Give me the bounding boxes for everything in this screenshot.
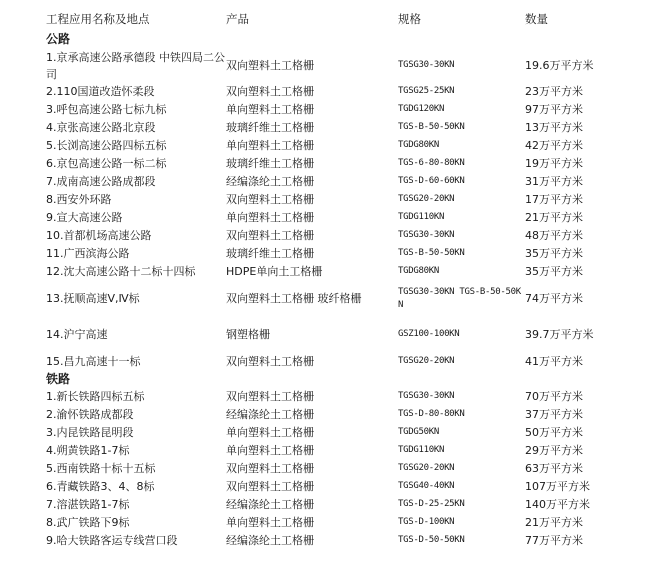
cell-qty: 48万平方米 <box>525 228 583 242</box>
table-row <box>46 49 605 83</box>
table-row <box>46 460 605 478</box>
cell-qty: 29万平方米 <box>525 444 583 458</box>
cell-spec: TGSG20-20KN <box>398 193 455 204</box>
cell-qty: 77万平方米 <box>525 534 583 548</box>
table-row <box>46 532 605 550</box>
cell-name: 3.呼包高速公路七标九标 <box>46 102 167 116</box>
cell-spec: TGS-D-80-80KN <box>398 409 465 420</box>
cell-product: 双向塑料土工格栅 玻纤格栅 <box>226 291 362 305</box>
cell-qty: 31万平方米 <box>525 174 583 188</box>
cell-qty: 74万平方米 <box>525 291 583 305</box>
cell-product: 双向塑料土工格栅 <box>226 480 314 494</box>
table-row <box>46 514 605 532</box>
cell-qty: 21万平方米 <box>525 516 583 530</box>
table-row <box>46 119 605 137</box>
table-row <box>46 496 605 514</box>
projects-table <box>46 9 605 550</box>
table-row <box>46 173 605 191</box>
cell-name: 3.内昆铁路昆明段 <box>46 426 134 440</box>
cell-name: 4.京张高速公路北京段 <box>46 120 156 134</box>
cell-name: 11.广西滨海公路 <box>46 246 130 260</box>
cell-product: 单向塑料土工格栅 <box>226 516 314 530</box>
cell-name: 4.朔黄铁路1-7标 <box>46 444 130 458</box>
cell-product: 玻璃纤维土工格栅 <box>226 246 314 260</box>
table-row <box>46 209 605 227</box>
table-row <box>46 137 605 155</box>
table-row <box>46 353 605 371</box>
cell-qty: 21万平方米 <box>525 210 583 224</box>
cell-product: 双向塑料土工格栅 <box>226 58 314 72</box>
header-spec: 规格 <box>398 12 421 27</box>
header-product: 产品 <box>226 12 249 27</box>
cell-qty: 50万平方米 <box>525 426 583 440</box>
cell-qty: 41万平方米 <box>525 354 583 368</box>
section-road-label: 公路 <box>46 32 71 46</box>
header-row <box>46 9 605 31</box>
table-row <box>46 478 605 496</box>
cell-qty: 35万平方米 <box>525 246 583 260</box>
cell-name: 7.成南高速公路成都段 <box>46 174 156 188</box>
section-rail-row <box>46 371 605 389</box>
table-row <box>46 388 605 406</box>
cell-name: 5.西南铁路十标十五标 <box>46 462 156 476</box>
table-row <box>46 155 605 173</box>
cell-spec: TGSG20-20KN <box>398 355 455 366</box>
cell-product: HDPE单向土工格栅 <box>226 264 323 278</box>
cell-spec: TGS-D-25-25KN <box>398 499 465 510</box>
cell-spec: TGSG30-30KN <box>398 391 455 402</box>
cell-qty: 37万平方米 <box>525 408 583 422</box>
header-name: 工程应用名称及地点 <box>46 12 150 27</box>
cell-product: 单向塑料土工格栅 <box>226 102 314 116</box>
cell-name: 6.京包高速公路一标二标 <box>46 156 167 170</box>
cell-spec: TGSG30-30KN TGS-B-50-50KN <box>398 286 521 310</box>
cell-spec: TGDG80KN <box>398 139 439 150</box>
cell-spec: TGS-D-100KN <box>398 517 455 528</box>
cell-spec: TGDG50KN <box>398 427 439 438</box>
cell-qty: 97万平方米 <box>525 102 583 116</box>
cell-spec: TGS-D-50-50KN <box>398 535 465 546</box>
cell-qty: 19.6万平方米 <box>525 59 594 72</box>
table-row <box>46 406 605 424</box>
section-rail-label: 铁路 <box>46 371 71 386</box>
cell-spec: TGSG30-30KN <box>398 229 455 240</box>
cell-name: 8.武广铁路下9标 <box>46 516 130 530</box>
table-row <box>46 101 605 119</box>
cell-spec: TGS-6-80-80KN <box>398 157 465 168</box>
cell-name: 10.首都机场高速公路 <box>46 228 152 242</box>
cell-name: 9.哈大铁路客运专线营口段 <box>46 534 178 548</box>
cell-product: 经编涤纶土工格栅 <box>226 498 314 512</box>
section-road-row <box>46 31 605 49</box>
cell-qty: 35万平方米 <box>525 264 583 278</box>
cell-spec: TGSG20-20KN <box>398 463 455 474</box>
cell-spec: TGS-D-60-60KN <box>398 175 465 186</box>
cell-qty: 140万平方米 <box>525 498 590 512</box>
cell-qty: 13万平方米 <box>525 120 583 134</box>
cell-spec: TGS-B-50-50KN <box>398 247 465 258</box>
cell-product: 单向塑料土工格栅 <box>226 444 314 458</box>
cell-spec: TGSG25-25KN <box>398 85 455 96</box>
header-qty: 数量 <box>525 12 548 27</box>
cell-name: 14.沪宁高速 <box>46 327 108 341</box>
cell-name: 1.新长铁路四标五标 <box>46 390 145 404</box>
cell-product: 双向塑料土工格栅 <box>226 462 314 476</box>
cell-product: 双向塑料土工格栅 <box>226 228 314 242</box>
cell-name: 15.昌九高速十一标 <box>46 354 141 368</box>
cell-name: 9.宣大高速公路 <box>46 210 123 224</box>
cell-spec: TGDG80KN <box>398 265 439 276</box>
cell-product: 双向塑料土工格栅 <box>226 84 314 98</box>
cell-spec: TGDG110KN <box>398 211 445 222</box>
cell-spec: TGDG110KN <box>398 445 445 456</box>
cell-spec: TGS-B-50-50KN <box>398 121 465 132</box>
cell-product: 钢塑格栅 <box>226 327 270 341</box>
cell-name: 2.110国道改造怀柔段 <box>46 84 155 98</box>
cell-qty: 42万平方米 <box>525 138 583 152</box>
cell-product: 经编涤纶土工格栅 <box>226 534 314 548</box>
table-row <box>46 83 605 101</box>
cell-name: 2.渝怀铁路成都段 <box>46 408 134 422</box>
cell-product: 玻璃纤维土工格栅 <box>226 156 314 170</box>
cell-product: 双向塑料土工格栅 <box>226 192 314 206</box>
cell-qty: 70万平方米 <box>525 390 583 404</box>
cell-qty: 23万平方米 <box>525 84 583 98</box>
cell-product: 经编涤纶土工格栅 <box>226 408 314 422</box>
cell-spec: GSZ100-100KN <box>398 328 460 339</box>
table-row <box>46 317 605 353</box>
cell-spec: TGSG30-30KN <box>398 59 455 70</box>
cell-product: 双向塑料土工格栅 <box>226 390 314 404</box>
table-row <box>46 442 605 460</box>
table-row <box>46 424 605 442</box>
cell-product: 单向塑料土工格栅 <box>226 210 314 224</box>
cell-name: 12.沈大高速公路十二标十四标 <box>46 264 196 278</box>
cell-name: 5.长浏高速公路四标五标 <box>46 138 167 152</box>
cell-product: 双向塑料土工格栅 <box>226 354 314 368</box>
cell-qty: 17万平方米 <box>525 192 583 206</box>
table-row <box>46 263 605 281</box>
cell-product: 玻璃纤维土工格栅 <box>226 120 314 134</box>
cell-qty: 19万平方米 <box>525 156 583 170</box>
table-row <box>46 227 605 245</box>
cell-qty: 107万平方米 <box>525 480 590 494</box>
table-row <box>46 281 605 317</box>
table-row <box>46 245 605 263</box>
cell-spec: TGDG120KN <box>398 103 445 114</box>
cell-name: 7.溶湛铁路1-7标 <box>46 498 130 512</box>
cell-spec: TGSG40-40KN <box>398 481 455 492</box>
cell-name: 13.抚顺高速Ⅴ,Ⅳ标 <box>46 291 140 305</box>
cell-name: 1.京承高速公路承德段 中铁四局二公司 <box>46 50 225 81</box>
cell-name: 6.青藏铁路3、4、8标 <box>46 480 155 494</box>
cell-qty: 39.7万平方米 <box>525 328 594 341</box>
table-row <box>46 191 605 209</box>
cell-product: 经编涤纶土工格栅 <box>226 174 314 188</box>
cell-product: 单向塑料土工格栅 <box>226 426 314 440</box>
cell-name: 8.西安外环路 <box>46 192 112 206</box>
cell-product: 单向塑料土工格栅 <box>226 138 314 152</box>
cell-qty: 63万平方米 <box>525 462 583 476</box>
